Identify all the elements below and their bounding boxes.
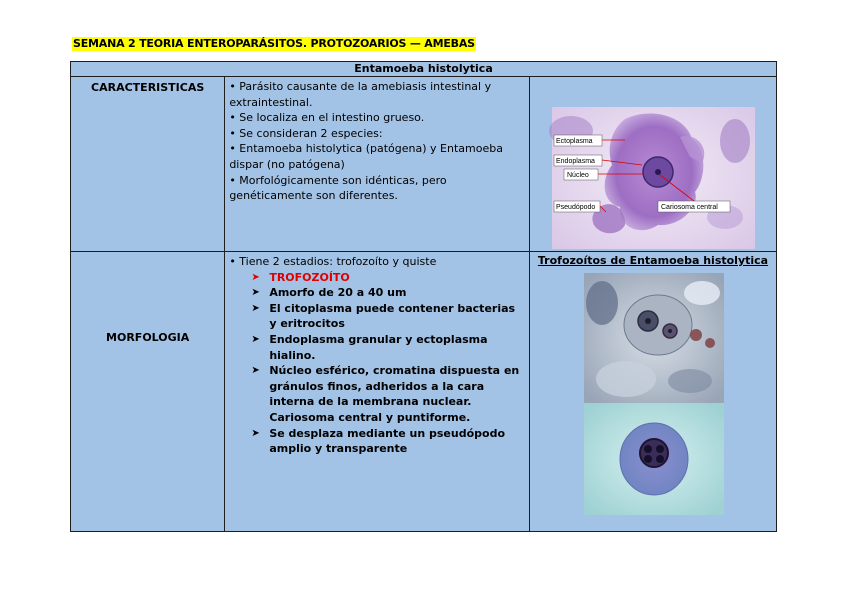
row-label-cell xyxy=(71,252,225,532)
arrow-bullet-icon: ➤ xyxy=(251,287,260,299)
table-row-morfologia xyxy=(71,252,777,532)
label-endoplasma: Endoplasma xyxy=(555,158,595,165)
row-label-morfologia: MORFOLOGIA xyxy=(106,331,190,344)
content-table xyxy=(70,61,777,532)
list-item xyxy=(229,426,525,457)
table-row-caracteristicas xyxy=(71,77,777,252)
list-item xyxy=(229,332,525,363)
bullet-item: • Parásito causante de la amebiasis intestinal y extraintestinal. xyxy=(229,80,492,109)
list-item-text: Endoplasma granular y ectoplasma hialino. xyxy=(269,332,488,362)
image-caption: Trofozoítos de Entamoeba histolytica xyxy=(537,254,769,267)
row-label-cell xyxy=(71,77,225,252)
list-item-text: Amorfo de 20 a 40 um xyxy=(269,286,407,300)
arrow-bullet-icon: ➤ xyxy=(251,427,260,439)
label-pseudopodo: Pseudópodo xyxy=(555,204,596,211)
diagram-image-cell xyxy=(529,77,776,252)
intro-bullet: • Tiene 2 estadios: trofozoíto y quiste xyxy=(229,255,437,268)
label-ectoplasma: Ectoplasma xyxy=(555,138,593,145)
table-title: Entamoeba histolytica xyxy=(71,62,777,77)
row-label-caracteristicas: CARACTERISTICAS xyxy=(91,81,205,94)
list-item xyxy=(229,301,525,332)
trophozoite-image-cell xyxy=(529,252,776,532)
list-item-text: Núcleo esférico, cromatina dispuesta en gránulos finos, adheridos a la cara interna de la membrana nuclear. Cariosoma central y puntiforme. xyxy=(269,364,520,424)
label-nucleo: Núcleo xyxy=(566,172,589,179)
label-cariosoma: Cariosoma central xyxy=(660,204,718,211)
bullet-item: • Entamoeba histolytica (patógena) y Entamoeba dispar (no patógena) xyxy=(229,142,503,171)
page-heading: SEMANA 2 TEORIA ENTEROPARÁSITOS. PROTOZOARIOS — AMEBAS xyxy=(73,37,475,50)
subhead-trofozoito: TROFOZOÍTO xyxy=(269,270,350,284)
bullet-item: • Morfológicamente son idénticas, pero genéticamente son diferentes. xyxy=(229,173,447,203)
trophozoite-micrograph-top xyxy=(530,273,776,403)
entamoeba-labeled-micrograph xyxy=(530,77,776,249)
characteristics-text-cell xyxy=(225,77,530,252)
subhead-row xyxy=(229,270,525,286)
bullet-item: • Se localiza en el intestino grueso. xyxy=(229,111,425,125)
arrow-bullet-icon: ➤ xyxy=(251,333,260,345)
list-item-text: El citoplasma puede contener bacterias y eritrocitos xyxy=(269,301,516,331)
arrow-bullet-icon: ➤ xyxy=(251,365,260,377)
morphology-text-cell xyxy=(225,252,530,532)
arrow-bullet-icon: ➤ xyxy=(251,271,260,283)
trophozoite-micrograph-bottom xyxy=(530,403,776,515)
list-item-text: Se desplaza mediante un pseudópodo amplio y transparente xyxy=(269,426,505,456)
arrow-bullet-icon: ➤ xyxy=(251,302,260,314)
bullet-item: • Se consideran 2 especies: xyxy=(229,126,383,140)
list-item xyxy=(229,363,525,425)
list-item xyxy=(229,285,525,301)
